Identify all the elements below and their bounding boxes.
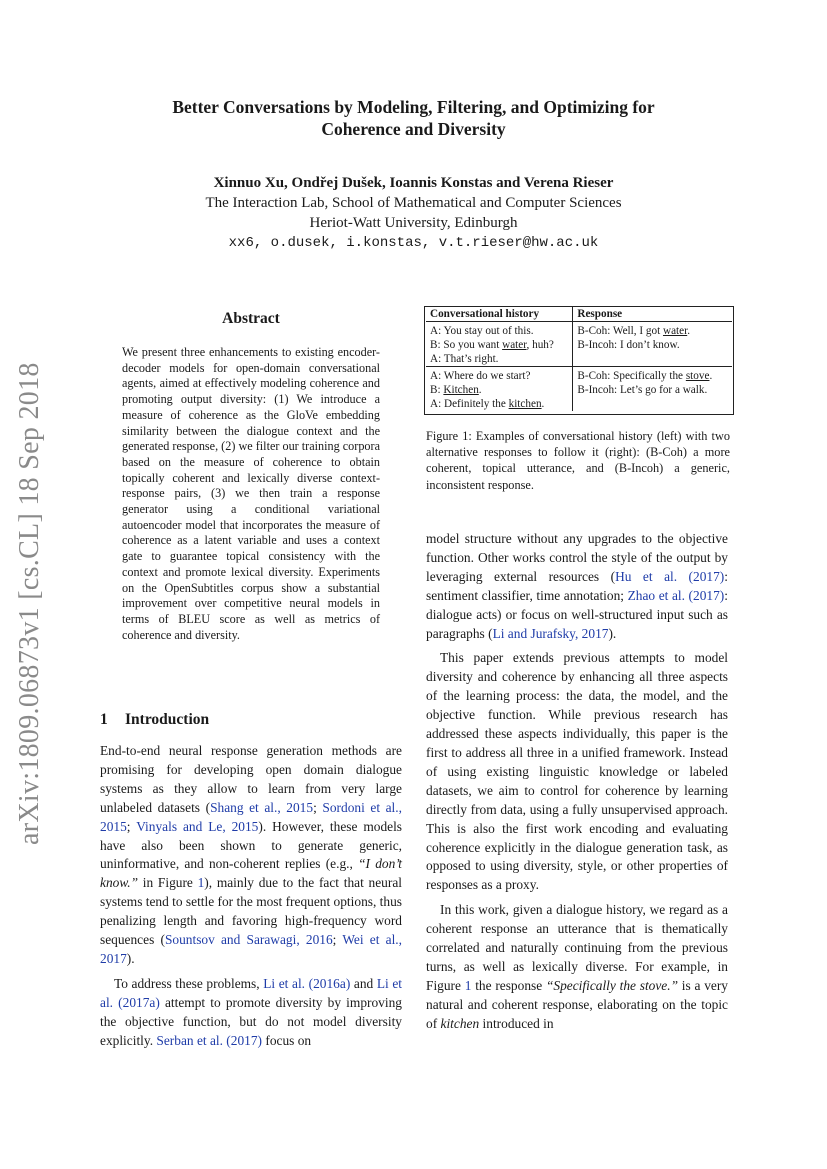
right-column-body [426, 530, 728, 1034]
figure-table-row [426, 338, 732, 352]
history-line: A: You stay out of this. [426, 322, 573, 339]
citation-link[interactable]: Vinyals and Le, 2015 [136, 818, 259, 834]
text-run: focus on [262, 1032, 312, 1048]
text-run: ; [313, 799, 323, 815]
emphasis-text: kitchen [440, 1015, 480, 1031]
text-run: ). [126, 950, 135, 966]
text-run: the response [471, 977, 546, 993]
right-paragraph-1 [426, 530, 728, 643]
right-paragraph-3 [426, 901, 728, 1033]
citation-link[interactable]: Li and Jurafsky, 2017 [492, 625, 609, 641]
paper-title [100, 96, 727, 140]
text-run: In this work, given a dialogue history, we regard as a coherent response an utterance that is thematically correlated and naturally continuing from the previous turns, as well as lexically diverse. For example, in Figure [426, 902, 728, 993]
intro-paragraph-2 [100, 975, 402, 1051]
citation-link[interactable]: Shang et al., 2015 [210, 799, 314, 815]
figure-table-row [426, 383, 732, 397]
history-line: A: Where do we start? [426, 367, 573, 384]
section-number: 1 [100, 711, 108, 728]
text-run: End-to-end neural response generation methods are promising for developing open domain dialogue systems as they allow to learn from very large unlabeled datasets ( [100, 743, 402, 815]
text-run: ). However, these models have also been shown to generate generic, uninformative, and non-coherent replies (e.g., [100, 818, 403, 872]
citation-link[interactable]: Sountsov and Sarawagi, 2016 [164, 932, 333, 948]
response-line [573, 397, 732, 411]
section-heading-introduction [100, 711, 402, 729]
figure-ref-link[interactable]: 1 [197, 875, 205, 891]
arxiv-side-stamp: arXiv:1809.06873v1 [cs.CL] 18 Sep 2018 [14, 362, 45, 845]
history-line: A: Definitely the kitchen. [426, 397, 573, 411]
history-line: B: Kitchen. [426, 383, 573, 397]
response-line: B-Incoh: Let’s go for a walk. [577, 384, 708, 396]
response-line: B-Coh: Specifically the stove. [573, 367, 732, 384]
author-emails: xx6, o.dusek, i.konstas, v.t.rieser@hw.ac.uk [228, 235, 599, 251]
header-history: Conversational history [426, 307, 573, 322]
text-run: and [350, 975, 377, 991]
header-response: Response [573, 307, 732, 322]
left-column-body [100, 742, 402, 1051]
section-title: Introduction [125, 711, 210, 728]
text-run: ), mainly due to the fact that neural systems tend to settle for the most frequent options, thus penalizing length and favoring high-frequency word sequences ( [100, 875, 402, 948]
title-line-2: Coherence and Diversity [321, 119, 506, 139]
figure-1-table [426, 307, 732, 411]
intro-paragraph-1 [100, 742, 402, 969]
figure-ref-link[interactable]: 1 [464, 977, 472, 993]
figure-table-header-row [426, 307, 732, 322]
text-run: in Figure [138, 875, 198, 891]
affiliation-university: Heriot-Watt University, Edinburgh [309, 215, 518, 231]
citation-link[interactable]: Hu et al. (2017) [615, 568, 725, 584]
text-run: introduced in [479, 1015, 554, 1031]
figure-table-row [426, 352, 732, 367]
text-run: To address these problems, [114, 975, 264, 991]
affiliation-lab: The Interaction Lab, School of Mathematical and Computer Sciences [205, 195, 622, 211]
history-line: A: That’s right. [426, 352, 573, 367]
citation-link[interactable]: Li et al. (2017a) [100, 975, 403, 1010]
figure-table-row [426, 322, 732, 339]
history-line: B: So you want water, huh? [426, 338, 573, 352]
author-names: Xinnuo Xu, Ondřej Dušek, Ioannis Konstas and Verena Rieser [213, 175, 614, 191]
right-paragraph-2: This paper extends previous attempts to model diversity and coherence by enhancing all three aspects of the learning process: the data, the model, and the objective function. While previous research has addressed these aspects individually, this paper is the first to address all three in a unified framework. Instead of using existing linguistic knowledge or labeled datasets, we aim to control for coherence by learning directly from data, using a fully unsupervised approach. This is also the first work encoding and evaluating coherence explicitly in the dialogue generation task, as opposed to using diversity, style, or other properties of responses as a proxy. [426, 650, 728, 893]
citation-link[interactable]: Serban et al. (2017) [156, 1032, 263, 1048]
text-run: : sentiment classifier, time annotation; [426, 568, 728, 603]
citation-link[interactable]: Sordoni et al., 2015 [100, 799, 402, 834]
response-line: B-Coh: Well, I got water. [573, 322, 732, 339]
text-run: : dialogue acts) or focus on well-structured input such as paragraphs ( [426, 587, 728, 641]
text-run: attempt to promote diversity by improving the objective function, but do not model diversity explicitly. [100, 994, 402, 1048]
abstract-text: We present three enhancements to existing encoder-decoder models for open-domain conversational agents, aimed at effectively modeling coherence and promoting output diversity: (1) We introduce a measure of coherence as the GloVe embedding similarity between the dialogue context and the generated response, (2) we filter our training corpora based on the measure of coherence to obtain topically coherent and lexically diverse context-response pairs, (3) we then train a response generator using a conditional variational autoencoder model that incorporates the measure of coherence as a latent variable and uses a context gate to guarantee topical consistency with the context and promote lexical diversity. Experiments on the OpenSubtitles corpus show a substantial improvement over competitive neural models in terms of BLEU score as well as metrics of coherence and diversity. [122, 345, 380, 642]
figure-table-row [426, 397, 732, 411]
quote-text: “I don’t know.” [100, 856, 402, 891]
citation-link[interactable]: Zhao et al. (2017) [627, 587, 725, 603]
text-run: ; [332, 932, 343, 948]
figure-1-caption: Figure 1: Examples of conversational history (left) with two alternative responses to follow it (right): (B-Coh) a more coherent, topical utterance, and (B-Incoh) a generic, inconsistent response. [426, 429, 730, 492]
abstract-heading: Abstract [222, 310, 280, 327]
text-run: ; [126, 818, 137, 834]
quote-text: “Specifically the stove.” [545, 977, 679, 993]
response-line [573, 352, 732, 367]
title-line-1: Better Conversations by Modeling, Filtering, and Optimizing for [172, 97, 655, 117]
response-line: B-Incoh: I don’t know. [577, 339, 680, 351]
text-run: ). [608, 625, 617, 641]
author-block [100, 173, 727, 253]
figure-table-row [426, 367, 732, 384]
citation-link[interactable]: Li et al. (2016a) [263, 975, 351, 991]
text-run: is a very natural and coherent response, elaborating on the topic of [426, 977, 728, 1031]
text-run: model structure without any upgrades to the objective function. Other works control the style of the output by leveraging external resources ( [426, 531, 728, 584]
citation-link[interactable]: Wei et al., 2017 [100, 932, 403, 966]
